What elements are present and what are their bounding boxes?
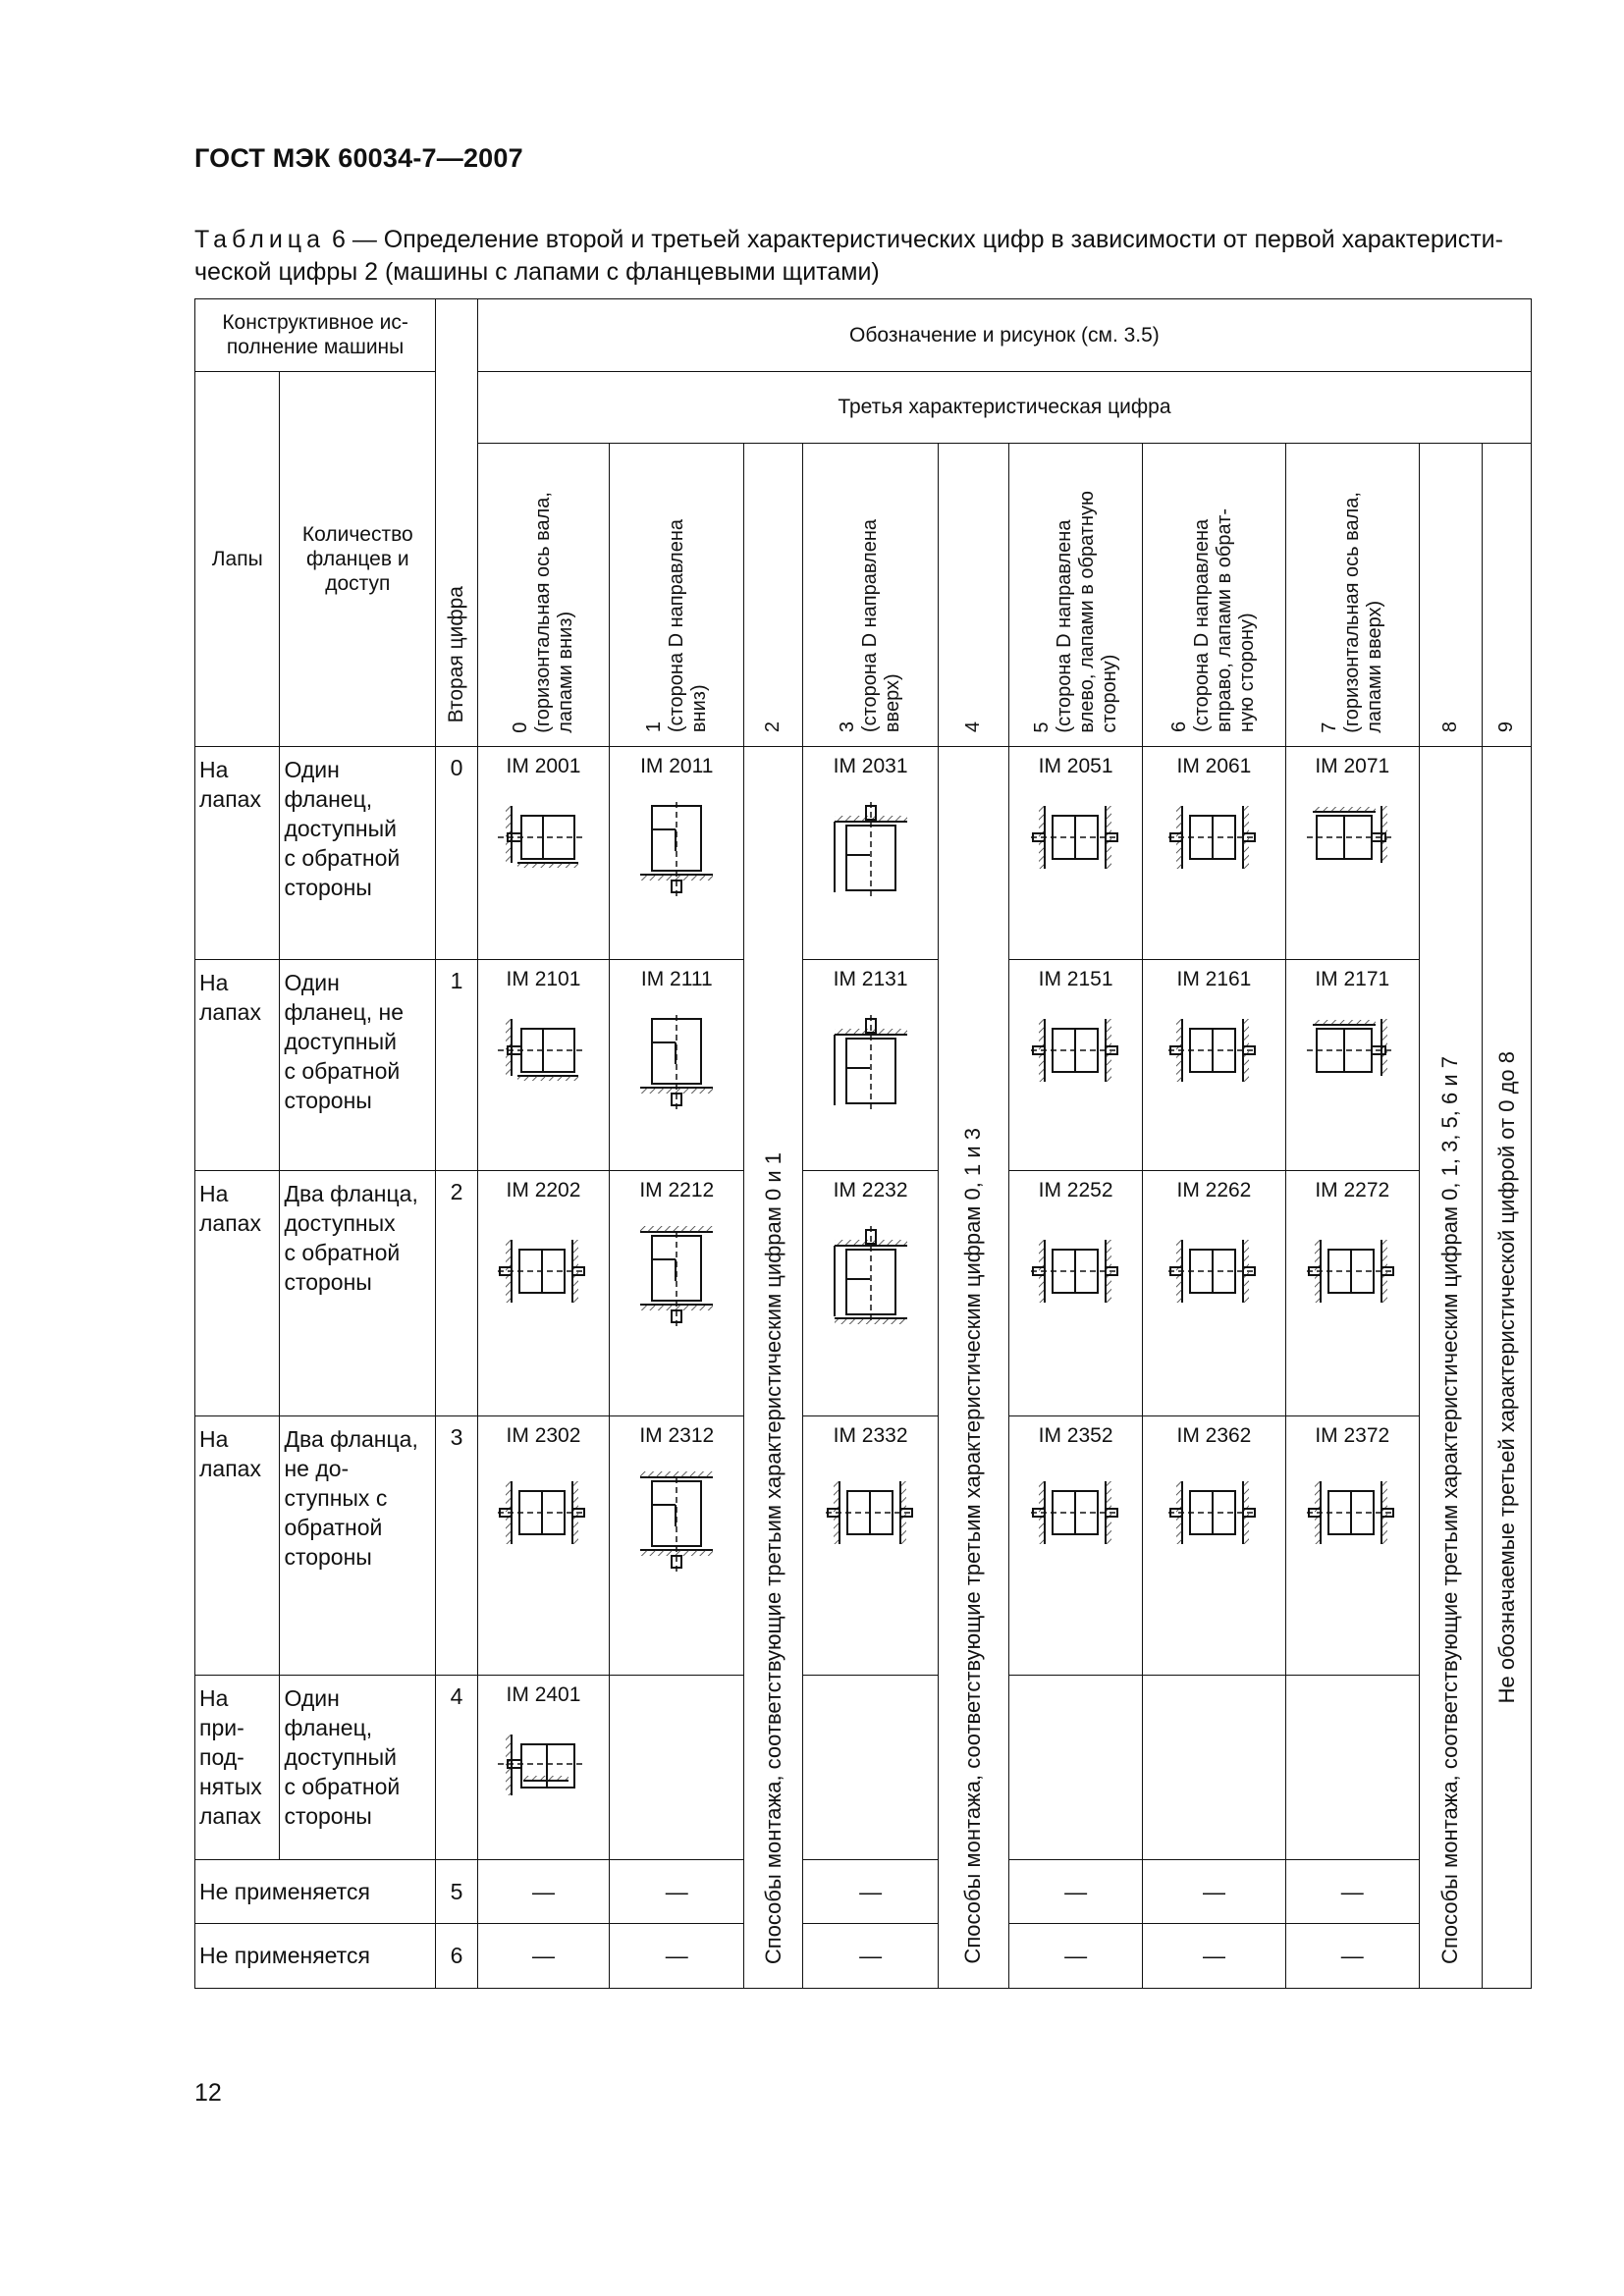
page-number: 12 xyxy=(194,2079,222,2107)
im-code: IM 2372 xyxy=(1315,1423,1390,1447)
im-code: IM 2051 xyxy=(1038,755,1113,778)
im-cell xyxy=(477,1675,609,1859)
merged-col-4 xyxy=(938,747,1008,1989)
third-col-3 xyxy=(803,444,938,747)
im-cell xyxy=(477,960,609,1171)
im-cell xyxy=(610,960,744,1171)
table-row xyxy=(195,1859,1532,1923)
dash-cell: — xyxy=(1008,1859,1142,1923)
head-flanges: Количество фланцев и доступ xyxy=(280,371,436,747)
dash-cell: — xyxy=(477,1924,609,1989)
im-code: IM 2362 xyxy=(1176,1423,1252,1447)
im-code: IM 2212 xyxy=(639,1179,715,1202)
row-feet: На лапах xyxy=(195,747,280,960)
im-code: IM 2011 xyxy=(640,755,714,778)
merged-col-2 xyxy=(744,747,803,1989)
third-col-4-label: 4 xyxy=(961,721,984,733)
machine-drawing xyxy=(1168,802,1259,873)
machine-drawing xyxy=(1031,802,1121,873)
im-cell xyxy=(803,1415,938,1675)
row-na-label: Не применяется xyxy=(195,1924,436,1989)
machine-drawing xyxy=(1168,1471,1259,1560)
im-cell xyxy=(1143,1171,1285,1416)
merged-col-9-text: Не обозначаемые третьей характеристической цифрой от 0 до 8 xyxy=(1493,1050,1519,1703)
row-flanges: Один фланец, не доступный с обратной стороны xyxy=(280,960,436,1171)
im-cell xyxy=(477,1171,609,1416)
machine-drawing xyxy=(636,1471,717,1574)
im-cell xyxy=(1008,747,1142,960)
im-cell xyxy=(610,747,744,960)
classification-table xyxy=(194,298,1532,1989)
dash-cell: — xyxy=(477,1859,609,1923)
third-col-2-label: 2 xyxy=(762,721,785,733)
machine-drawing xyxy=(498,802,588,873)
machine-drawing xyxy=(1031,1226,1121,1320)
row-digit: 2 xyxy=(436,1171,478,1416)
machine-drawing xyxy=(1031,1015,1121,1086)
document-header: ГОСТ МЭК 60034-7—2007 xyxy=(194,143,523,173)
im-code: IM 2401 xyxy=(506,1682,581,1706)
third-col-9-label: 9 xyxy=(1495,721,1517,733)
merged-col-8 xyxy=(1419,747,1482,1989)
im-cell xyxy=(1285,1415,1419,1675)
im-cell xyxy=(477,747,609,960)
row-feet: На лапах xyxy=(195,1415,280,1675)
third-col-8-label: 8 xyxy=(1438,721,1461,733)
im-code: IM 2071 xyxy=(1315,755,1390,778)
empty-cell xyxy=(803,1675,938,1859)
im-cell xyxy=(610,1415,744,1675)
caption-label: Таблица xyxy=(194,226,326,253)
im-cell xyxy=(1008,1415,1142,1675)
third-col-0-label: 0 (горизонтальная ось вала, лапами вниз) xyxy=(509,491,576,733)
head-second-digit xyxy=(436,299,478,747)
row-flanges: Один фланец, доступный с обратной стороны xyxy=(280,1675,436,1859)
machine-drawing xyxy=(636,802,717,896)
dash-cell: — xyxy=(1285,1859,1419,1923)
third-col-5-label: 5 (сторона D направлена влево, лапами в обратную сторону) xyxy=(1030,490,1120,733)
row-digit: 3 xyxy=(436,1415,478,1675)
machine-drawing xyxy=(498,1471,588,1560)
row-digit: 6 xyxy=(436,1924,478,1989)
im-code: IM 2252 xyxy=(1038,1179,1113,1202)
dash-cell: — xyxy=(803,1924,938,1989)
row-digit: 4 xyxy=(436,1675,478,1859)
row-digit: 5 xyxy=(436,1859,478,1923)
im-code: IM 2262 xyxy=(1176,1179,1252,1202)
row-flanges: Один фланец, доступный с обратной стороны xyxy=(280,747,436,960)
third-col-7-label: 7 (горизонтальная ось вала, лапами вверх) xyxy=(1318,491,1385,733)
im-code: IM 2171 xyxy=(1315,968,1390,991)
row-flanges: Два фланца, не до- ступных с обратной стороны xyxy=(280,1415,436,1675)
dash-cell: — xyxy=(610,1924,744,1989)
machine-drawing xyxy=(636,1015,717,1109)
table-row xyxy=(195,1171,1532,1416)
head-construct: Конструктивное ис-полнение машины xyxy=(195,299,436,372)
im-code: IM 2332 xyxy=(833,1423,908,1447)
third-col-7 xyxy=(1285,444,1419,747)
machine-drawing xyxy=(1307,802,1397,873)
table-caption xyxy=(194,224,1530,289)
empty-cell xyxy=(1008,1675,1142,1859)
third-col-1-label: 1 (сторона D направлена вниз) xyxy=(642,519,710,733)
im-cell xyxy=(477,1415,609,1675)
im-cell xyxy=(1285,747,1419,960)
im-code: IM 2001 xyxy=(506,755,581,778)
im-code: IM 2232 xyxy=(833,1179,908,1202)
dash-cell: — xyxy=(803,1859,938,1923)
table-row xyxy=(195,1924,1532,1989)
head-second-digit-label: Вторая цифра xyxy=(445,585,467,723)
row-digit: 0 xyxy=(436,747,478,960)
head-third-digit: Третья характеристическая цифра xyxy=(477,371,1531,444)
im-cell xyxy=(1008,960,1142,1171)
machine-drawing xyxy=(831,1015,911,1109)
machine-drawing xyxy=(1307,1015,1397,1086)
im-code: IM 2272 xyxy=(1315,1179,1390,1202)
third-col-3-label: 3 (сторона D направлена вверх) xyxy=(837,519,904,733)
machine-drawing xyxy=(831,802,911,896)
row-feet: На лапах xyxy=(195,1171,280,1416)
third-col-4 xyxy=(938,444,1008,747)
third-col-5 xyxy=(1008,444,1142,747)
merged-col-9 xyxy=(1483,747,1532,1989)
third-col-1 xyxy=(610,444,744,747)
im-cell xyxy=(803,960,938,1171)
im-code: IM 2111 xyxy=(640,968,713,991)
table-row xyxy=(195,1675,1532,1859)
im-code: IM 2352 xyxy=(1038,1423,1113,1447)
dash-cell: — xyxy=(1143,1859,1285,1923)
row-flanges: Два фланца, доступных с обратной стороны xyxy=(280,1171,436,1416)
im-cell xyxy=(803,747,938,960)
table-row xyxy=(195,747,1532,960)
machine-drawing xyxy=(498,1731,588,1801)
im-cell xyxy=(610,1171,744,1416)
machine-drawing xyxy=(1307,1471,1397,1560)
table-row xyxy=(195,1415,1532,1675)
im-code: IM 2161 xyxy=(1176,968,1252,991)
third-col-8 xyxy=(1419,444,1482,747)
machine-drawing xyxy=(498,1015,588,1086)
third-col-6 xyxy=(1143,444,1285,747)
machine-drawing xyxy=(498,1226,588,1320)
head-designation: Обозначение и рисунок (см. 3.5) xyxy=(477,299,1531,372)
row-feet: На при- под- нятых лапах xyxy=(195,1675,280,1859)
machine-drawing xyxy=(826,1471,916,1560)
third-col-0 xyxy=(477,444,609,747)
row-digit: 1 xyxy=(436,960,478,1171)
empty-cell xyxy=(1285,1675,1419,1859)
machine-drawing xyxy=(636,1226,717,1328)
machine-drawing xyxy=(831,1226,911,1328)
machine-drawing xyxy=(1031,1471,1121,1560)
im-cell xyxy=(803,1171,938,1416)
third-col-2 xyxy=(744,444,803,747)
im-code: IM 2202 xyxy=(506,1179,581,1202)
im-code: IM 2101 xyxy=(506,968,581,991)
im-code: IM 2031 xyxy=(833,755,908,778)
im-code: IM 2302 xyxy=(506,1423,581,1447)
dash-cell: — xyxy=(1143,1924,1285,1989)
merged-col-8-text: Способы монтажа, соответствующие третьим характеристическим цифрам 0, 1, 3, 5, 6 и 7 xyxy=(1437,1056,1463,1964)
im-cell xyxy=(1143,747,1285,960)
im-cell xyxy=(1143,1415,1285,1675)
merged-col-2-text: Способы монтажа, соответствующие третьим характеристическим цифрам 0 и 1 xyxy=(760,1151,785,1964)
empty-cell xyxy=(1143,1675,1285,1859)
machine-drawing xyxy=(1307,1226,1397,1320)
dash-cell: — xyxy=(1285,1924,1419,1989)
table-row xyxy=(195,960,1532,1171)
machine-drawing xyxy=(1168,1015,1259,1086)
empty-cell xyxy=(610,1675,744,1859)
third-col-6-label: 6 (сторона D направлена вправо, лапами в обрат- ную сторону) xyxy=(1168,508,1259,733)
im-code: IM 2151 xyxy=(1038,968,1113,991)
im-cell xyxy=(1285,1171,1419,1416)
head-feet: Лапы xyxy=(195,371,280,747)
im-code: IM 2312 xyxy=(639,1423,715,1447)
machine-drawing xyxy=(1168,1226,1259,1320)
third-col-9 xyxy=(1483,444,1532,747)
im-cell xyxy=(1285,960,1419,1171)
merged-col-4-text: Способы монтажа, соответствующие третьим характеристическим цифрам 0, 1 и 3 xyxy=(960,1128,986,1964)
dash-cell: — xyxy=(610,1859,744,1923)
dash-cell: — xyxy=(1008,1924,1142,1989)
caption-text: 6 — Определение второй и третьей характеристических цифр в зависимости от первой характеристи-ческой цифры 2 (машины с лапами с фланцевыми щитами) xyxy=(194,226,1503,286)
im-code: IM 2061 xyxy=(1176,755,1252,778)
row-na-label: Не применяется xyxy=(195,1859,436,1923)
im-code: IM 2131 xyxy=(833,968,908,991)
row-feet: На лапах xyxy=(195,960,280,1171)
im-cell xyxy=(1008,1171,1142,1416)
im-cell xyxy=(1143,960,1285,1171)
